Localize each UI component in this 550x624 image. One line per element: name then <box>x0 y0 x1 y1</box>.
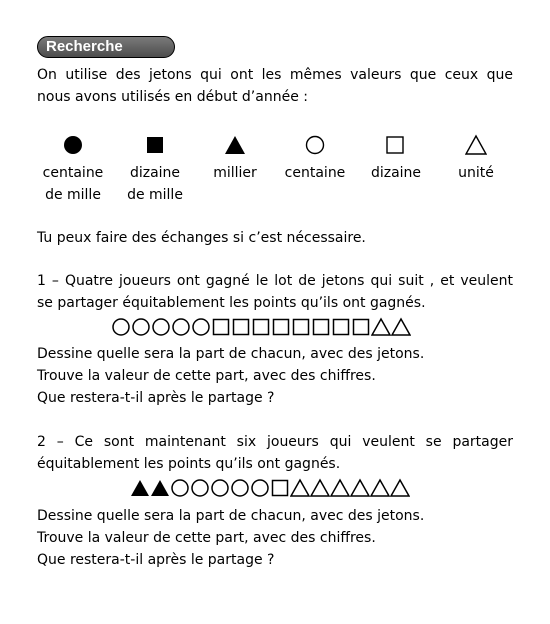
legend-label-4: centaine <box>284 165 346 181</box>
open-circle-token <box>111 317 131 337</box>
problem2-question-1: Dessine quelle sera la part de chacun, avec des jetons. <box>37 508 425 524</box>
open-triangle-token <box>391 317 411 337</box>
problem1-line-2: se partager équitablement les points qu’ils ont gagnés. <box>37 295 426 311</box>
open-circle-token <box>171 317 191 337</box>
filled-circle-icon <box>62 134 84 156</box>
legend-label-6: unité <box>458 165 494 181</box>
open-triangle-token <box>350 478 370 498</box>
exchange-note: Tu peux faire des échanges si c’est nécessaire. <box>37 230 366 246</box>
open-square-token <box>270 478 290 498</box>
open-square-token <box>271 317 291 337</box>
problem1-line-1: 1 – Quatre joueurs ont gagné le lot de jetons qui suit , et veulent <box>37 273 513 289</box>
problem2-question-3: Que restera-t-il après le partage ? <box>37 552 275 568</box>
legend-label-3: millier <box>213 165 257 181</box>
open-square-token <box>351 317 371 337</box>
problem2-question-2: Trouve la valeur de cette part, avec des chiffres. <box>37 530 376 546</box>
open-square-token <box>231 317 251 337</box>
open-triangle-token <box>390 478 410 498</box>
open-circle-token <box>210 478 230 498</box>
section-title: Recherche <box>46 38 123 55</box>
open-triangle-token <box>371 317 391 337</box>
open-circle-token <box>170 478 190 498</box>
open-square-token <box>311 317 331 337</box>
legend-label-5: dizaine <box>370 165 422 181</box>
open-circle-token <box>151 317 171 337</box>
section-badge <box>37 36 175 58</box>
open-circle-token <box>190 478 210 498</box>
open-square-token <box>331 317 351 337</box>
filled-square-icon <box>144 134 166 156</box>
open-square-token <box>291 317 311 337</box>
open-circle-icon <box>304 134 326 156</box>
problem1-question-2: Trouve la valeur de cette part, avec des chiffres. <box>37 368 376 384</box>
open-triangle-token <box>330 478 350 498</box>
intro-line-2: nous avons utilisés en début d’année : <box>37 89 308 105</box>
open-square-token <box>251 317 271 337</box>
filled-triangle-icon <box>224 134 246 156</box>
open-square-token <box>211 317 231 337</box>
problem2-line-2: équitablement les points qu’ils ont gagnés. <box>37 456 341 472</box>
legend-label-1: centaine de mille <box>42 165 104 203</box>
legend-label-2: dizaine de mille <box>127 165 183 203</box>
open-circle-token <box>230 478 250 498</box>
open-triangle-token <box>370 478 390 498</box>
problem1-question-3: Que restera-t-il après le partage ? <box>37 390 275 406</box>
open-triangle-icon <box>465 134 487 156</box>
open-triangle-token <box>310 478 330 498</box>
filled-triangle-token <box>150 478 170 498</box>
problem2-token-row <box>130 477 410 499</box>
filled-triangle-token <box>130 478 150 498</box>
open-circle-token <box>250 478 270 498</box>
problem2-line-1: 2 – Ce sont maintenant six joueurs qui veulent se partager <box>37 434 513 450</box>
problem1-token-row <box>111 316 411 338</box>
open-square-icon <box>384 134 406 156</box>
open-triangle-token <box>290 478 310 498</box>
open-circle-token <box>131 317 151 337</box>
open-circle-token <box>191 317 211 337</box>
problem1-question-1: Dessine quelle sera la part de chacun, avec des jetons. <box>37 346 425 362</box>
intro-line-1: On utilise des jetons qui ont les mêmes valeurs que ceux que <box>37 67 513 83</box>
